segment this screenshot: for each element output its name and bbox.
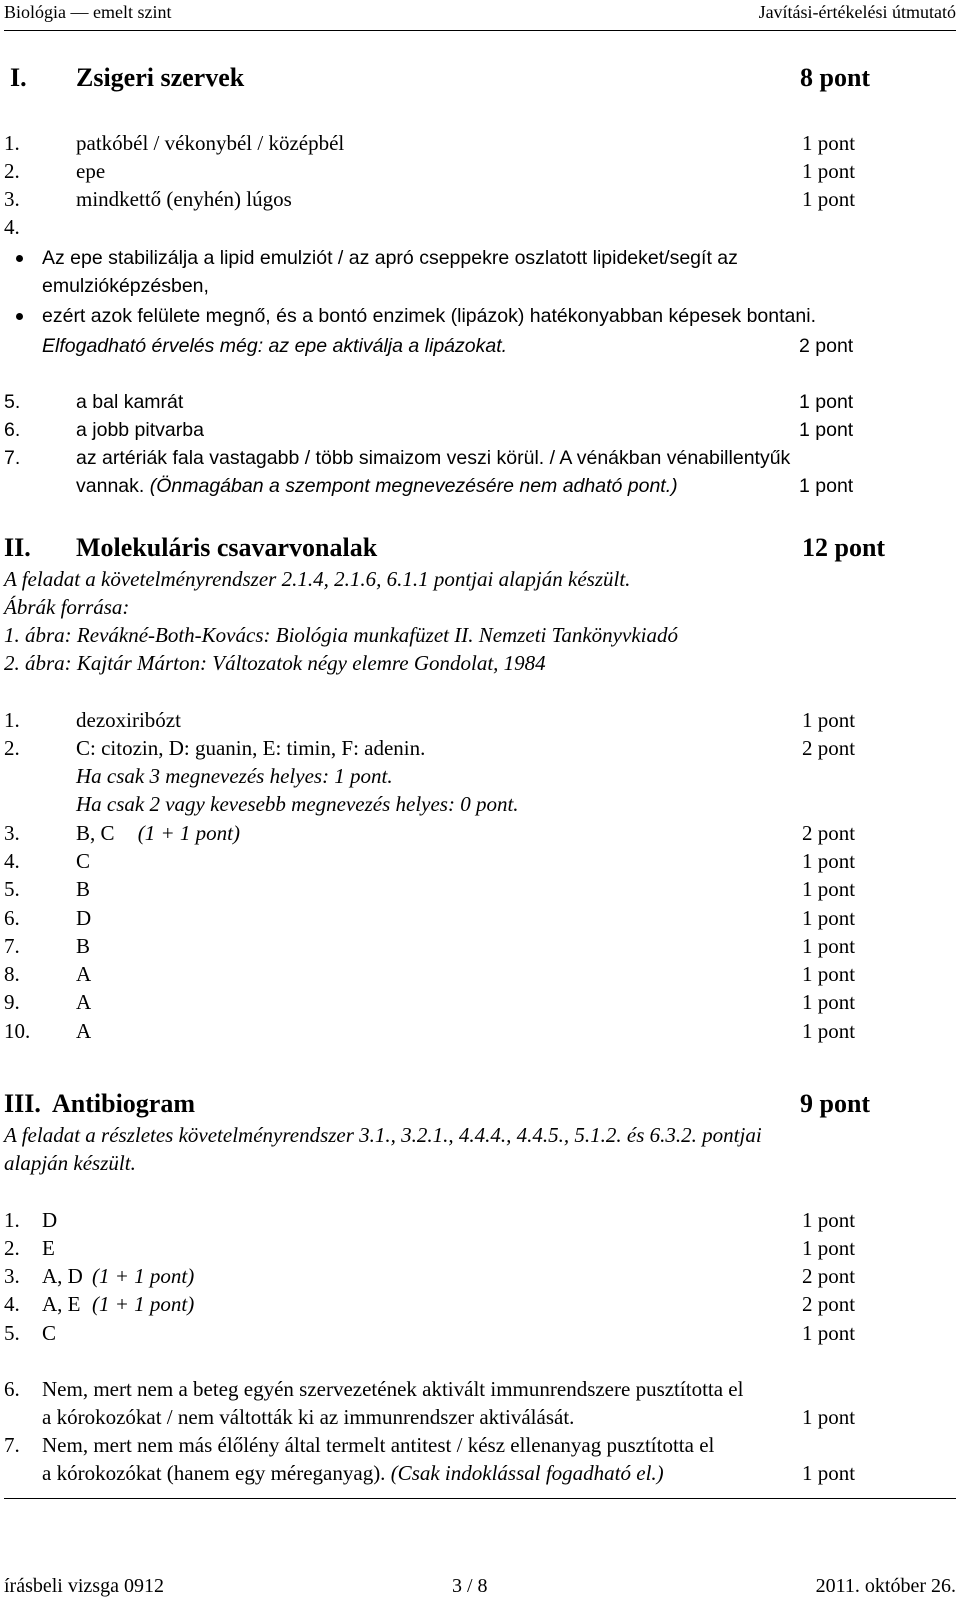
item-points: 1 pont bbox=[802, 906, 856, 930]
section-note: alapján készült. bbox=[4, 1151, 136, 1175]
page-header bbox=[0, 0, 960, 30]
item-answer: a jobb pitvarba bbox=[76, 419, 204, 441]
item-note: (1 + 1 pont) bbox=[137, 821, 241, 845]
item-answer: epe bbox=[76, 159, 106, 183]
item-number: 4. bbox=[4, 215, 20, 239]
item-number: 7. bbox=[4, 934, 20, 958]
footer-right: 2011. október 26. bbox=[815, 1575, 956, 1597]
item-answer-text: vannak. bbox=[76, 475, 145, 497]
item-answer: dezoxiribózt bbox=[76, 708, 181, 732]
header-right: Javítási-értékelési útmutató bbox=[758, 2, 956, 22]
item-answer: A, E bbox=[42, 1292, 81, 1316]
section-note: A feladat a követelményrendszer 2.1.4, 2.1.6, 6.1.1 pontjai alapján készült. bbox=[4, 567, 631, 591]
item-answer: C bbox=[42, 1321, 57, 1345]
item-number: 4. bbox=[4, 1292, 20, 1316]
item-note: (1 + 1 pont) bbox=[92, 1264, 195, 1288]
section-1-title: Zsigeri szervek bbox=[76, 63, 245, 92]
section-2-number: II. bbox=[4, 533, 31, 562]
item-note: Ha csak 2 vagy kevesebb megnevezés helyes: 0 pont. bbox=[76, 792, 519, 816]
section-1-number: I. bbox=[10, 63, 27, 92]
item-points: 1 pont bbox=[802, 708, 856, 732]
item-answer-cont: a kórokozókat / nem váltották ki az immunrendszer aktiválását. bbox=[42, 1405, 575, 1429]
alternative-note: Elfogadható érvelés még: az epe aktiválja a lipázokat. bbox=[42, 335, 508, 357]
item-number: 2. bbox=[4, 159, 20, 183]
header-rule bbox=[4, 30, 956, 31]
item-answer: A bbox=[76, 990, 92, 1014]
bullet-text: ezért azok felülete megnő, és a bontó enzimek (lipázok) hatékonyabban képesek bontani. bbox=[42, 305, 816, 327]
item-answer: D bbox=[42, 1208, 58, 1232]
item-number: 6. bbox=[4, 419, 21, 441]
item-answer bbox=[76, 821, 240, 845]
item-answer: az artériák fala vastagabb / több simaizom veszi körül. / A vénákban vénabillentyűk bbox=[76, 447, 791, 469]
bullet-text-cont: emulzióképzésben, bbox=[42, 275, 209, 297]
item-points: 1 pont bbox=[802, 1208, 856, 1232]
item-number: 6. bbox=[4, 1377, 20, 1401]
item-number: 4. bbox=[4, 849, 20, 873]
item-answer: B bbox=[76, 877, 91, 901]
item-points: 1 pont bbox=[802, 131, 856, 155]
item-answer: Nem, mert nem a beteg egyén szervezetének aktivált immunrendszere pusztította el bbox=[42, 1377, 744, 1401]
item-number: 5. bbox=[4, 391, 21, 413]
item-number: 6. bbox=[4, 906, 20, 930]
bullet-text: Az epe stabilizálja a lipid emulziót / az apró cseppekre oszlatott lipideket/segít az bbox=[42, 247, 738, 269]
item-answer: Nem, mert nem más élőlény által termelt antitest / kész ellenanyag pusztította el bbox=[42, 1433, 715, 1457]
item-answer: A bbox=[76, 1019, 92, 1043]
item-number: 1. bbox=[4, 708, 20, 732]
item-points: 1 pont bbox=[802, 1236, 856, 1260]
item-note: Ha csak 3 megnevezés helyes: 1 pont. bbox=[76, 764, 393, 788]
item-answer-cont bbox=[42, 1461, 664, 1485]
item-answer: E bbox=[42, 1236, 55, 1260]
item-points: 1 pont bbox=[802, 877, 856, 901]
item-number: 7. bbox=[4, 1433, 20, 1457]
item-points: 2 pont bbox=[802, 1264, 856, 1288]
item-points: 1 pont bbox=[802, 1019, 856, 1043]
item-points: 1 pont bbox=[802, 1405, 856, 1429]
item-number: 1. bbox=[4, 1208, 20, 1232]
section-2-points: 12 pont bbox=[802, 533, 886, 562]
item-points: 1 pont bbox=[802, 1461, 856, 1485]
bullet-icon bbox=[16, 255, 23, 262]
section-note: Ábrák forrása: bbox=[4, 595, 130, 619]
item-answer: C bbox=[76, 849, 91, 873]
header-left: Biológia — emelt szint bbox=[4, 2, 172, 22]
page-number: 3 / 8 bbox=[452, 1575, 488, 1597]
item-number: 2. bbox=[4, 736, 20, 760]
item-number: 9. bbox=[4, 990, 20, 1014]
item-number: 5. bbox=[4, 1321, 20, 1345]
item-number: 3. bbox=[4, 187, 20, 211]
item-points: 1 pont bbox=[799, 475, 854, 497]
item-number: 8. bbox=[4, 962, 20, 986]
section-3-number: III. bbox=[4, 1089, 41, 1118]
item-points: 1 pont bbox=[802, 187, 856, 211]
item-answer: mindkettő (enyhén) lúgos bbox=[76, 187, 292, 211]
item-number: 5. bbox=[4, 877, 20, 901]
section-3-title: Antibiogram bbox=[52, 1089, 195, 1118]
item-points: 1 pont bbox=[799, 419, 854, 441]
item-number: 3. bbox=[4, 1264, 20, 1288]
item-number: 10. bbox=[4, 1019, 31, 1043]
item-answer-text: a kórokozókat (hanem egy méreganyag). bbox=[42, 1461, 386, 1485]
item-note: (Önmagában a szempont megnevezésére nem adható pont.) bbox=[149, 475, 678, 497]
section-2-title: Molekuláris csavarvonalak bbox=[76, 533, 378, 562]
item-points: 2 pont bbox=[802, 821, 856, 845]
item-number: 1. bbox=[4, 131, 20, 155]
item-number: 2. bbox=[4, 1236, 20, 1260]
item-note: (Csak indoklással fogadható el.) bbox=[390, 1461, 664, 1485]
item-points: 2 pont bbox=[802, 1292, 856, 1316]
item-number: 7. bbox=[4, 447, 21, 469]
item-answer: A, D bbox=[42, 1264, 83, 1288]
footer-rule bbox=[4, 1498, 956, 1499]
section-3-points: 9 pont bbox=[800, 1089, 871, 1118]
item-points: 1 pont bbox=[802, 1321, 856, 1345]
item-points: 2 pont bbox=[802, 736, 856, 760]
footer-left: írásbeli vizsga 0912 bbox=[4, 1575, 164, 1597]
item-points: 1 pont bbox=[802, 849, 856, 873]
item-points: 1 pont bbox=[802, 990, 856, 1014]
item-answer-cont bbox=[76, 474, 678, 498]
bullet-icon bbox=[16, 313, 23, 320]
item-points: 1 pont bbox=[802, 934, 856, 958]
item-answer: D bbox=[76, 906, 92, 930]
item-number: 3. bbox=[4, 821, 20, 845]
item-points: 1 pont bbox=[802, 962, 856, 986]
item-answer: C: citozin, D: guanin, E: timin, F: adenin. bbox=[76, 736, 426, 760]
item-answer: A bbox=[76, 962, 92, 986]
item-answer-text: B, C bbox=[76, 821, 115, 845]
section-note: 2. ábra: Kajtár Márton: Változatok négy elemre Gondolat, 1984 bbox=[4, 651, 546, 675]
item-note: (1 + 1 pont) bbox=[92, 1292, 195, 1316]
item-answer: B bbox=[76, 934, 91, 958]
item-points: 1 pont bbox=[802, 159, 856, 183]
item-answer: patkóbél / vékonybél / középbél bbox=[76, 131, 345, 155]
item-points: 1 pont bbox=[799, 391, 854, 413]
item-points: 2 pont bbox=[799, 335, 854, 357]
section-note: 1. ábra: Revákné-Both-Kovács: Biológia munkafüzet II. Nemzeti Tankönyvkiadó bbox=[4, 623, 678, 647]
section-note: A feladat a részletes követelményrendszer 3.1., 3.2.1., 4.4.4., 4.4.5., 5.1.2. és 6.3.2. pontjai bbox=[4, 1123, 762, 1147]
section-1-points: 8 pont bbox=[800, 63, 871, 92]
item-answer: a bal kamrát bbox=[76, 391, 184, 413]
